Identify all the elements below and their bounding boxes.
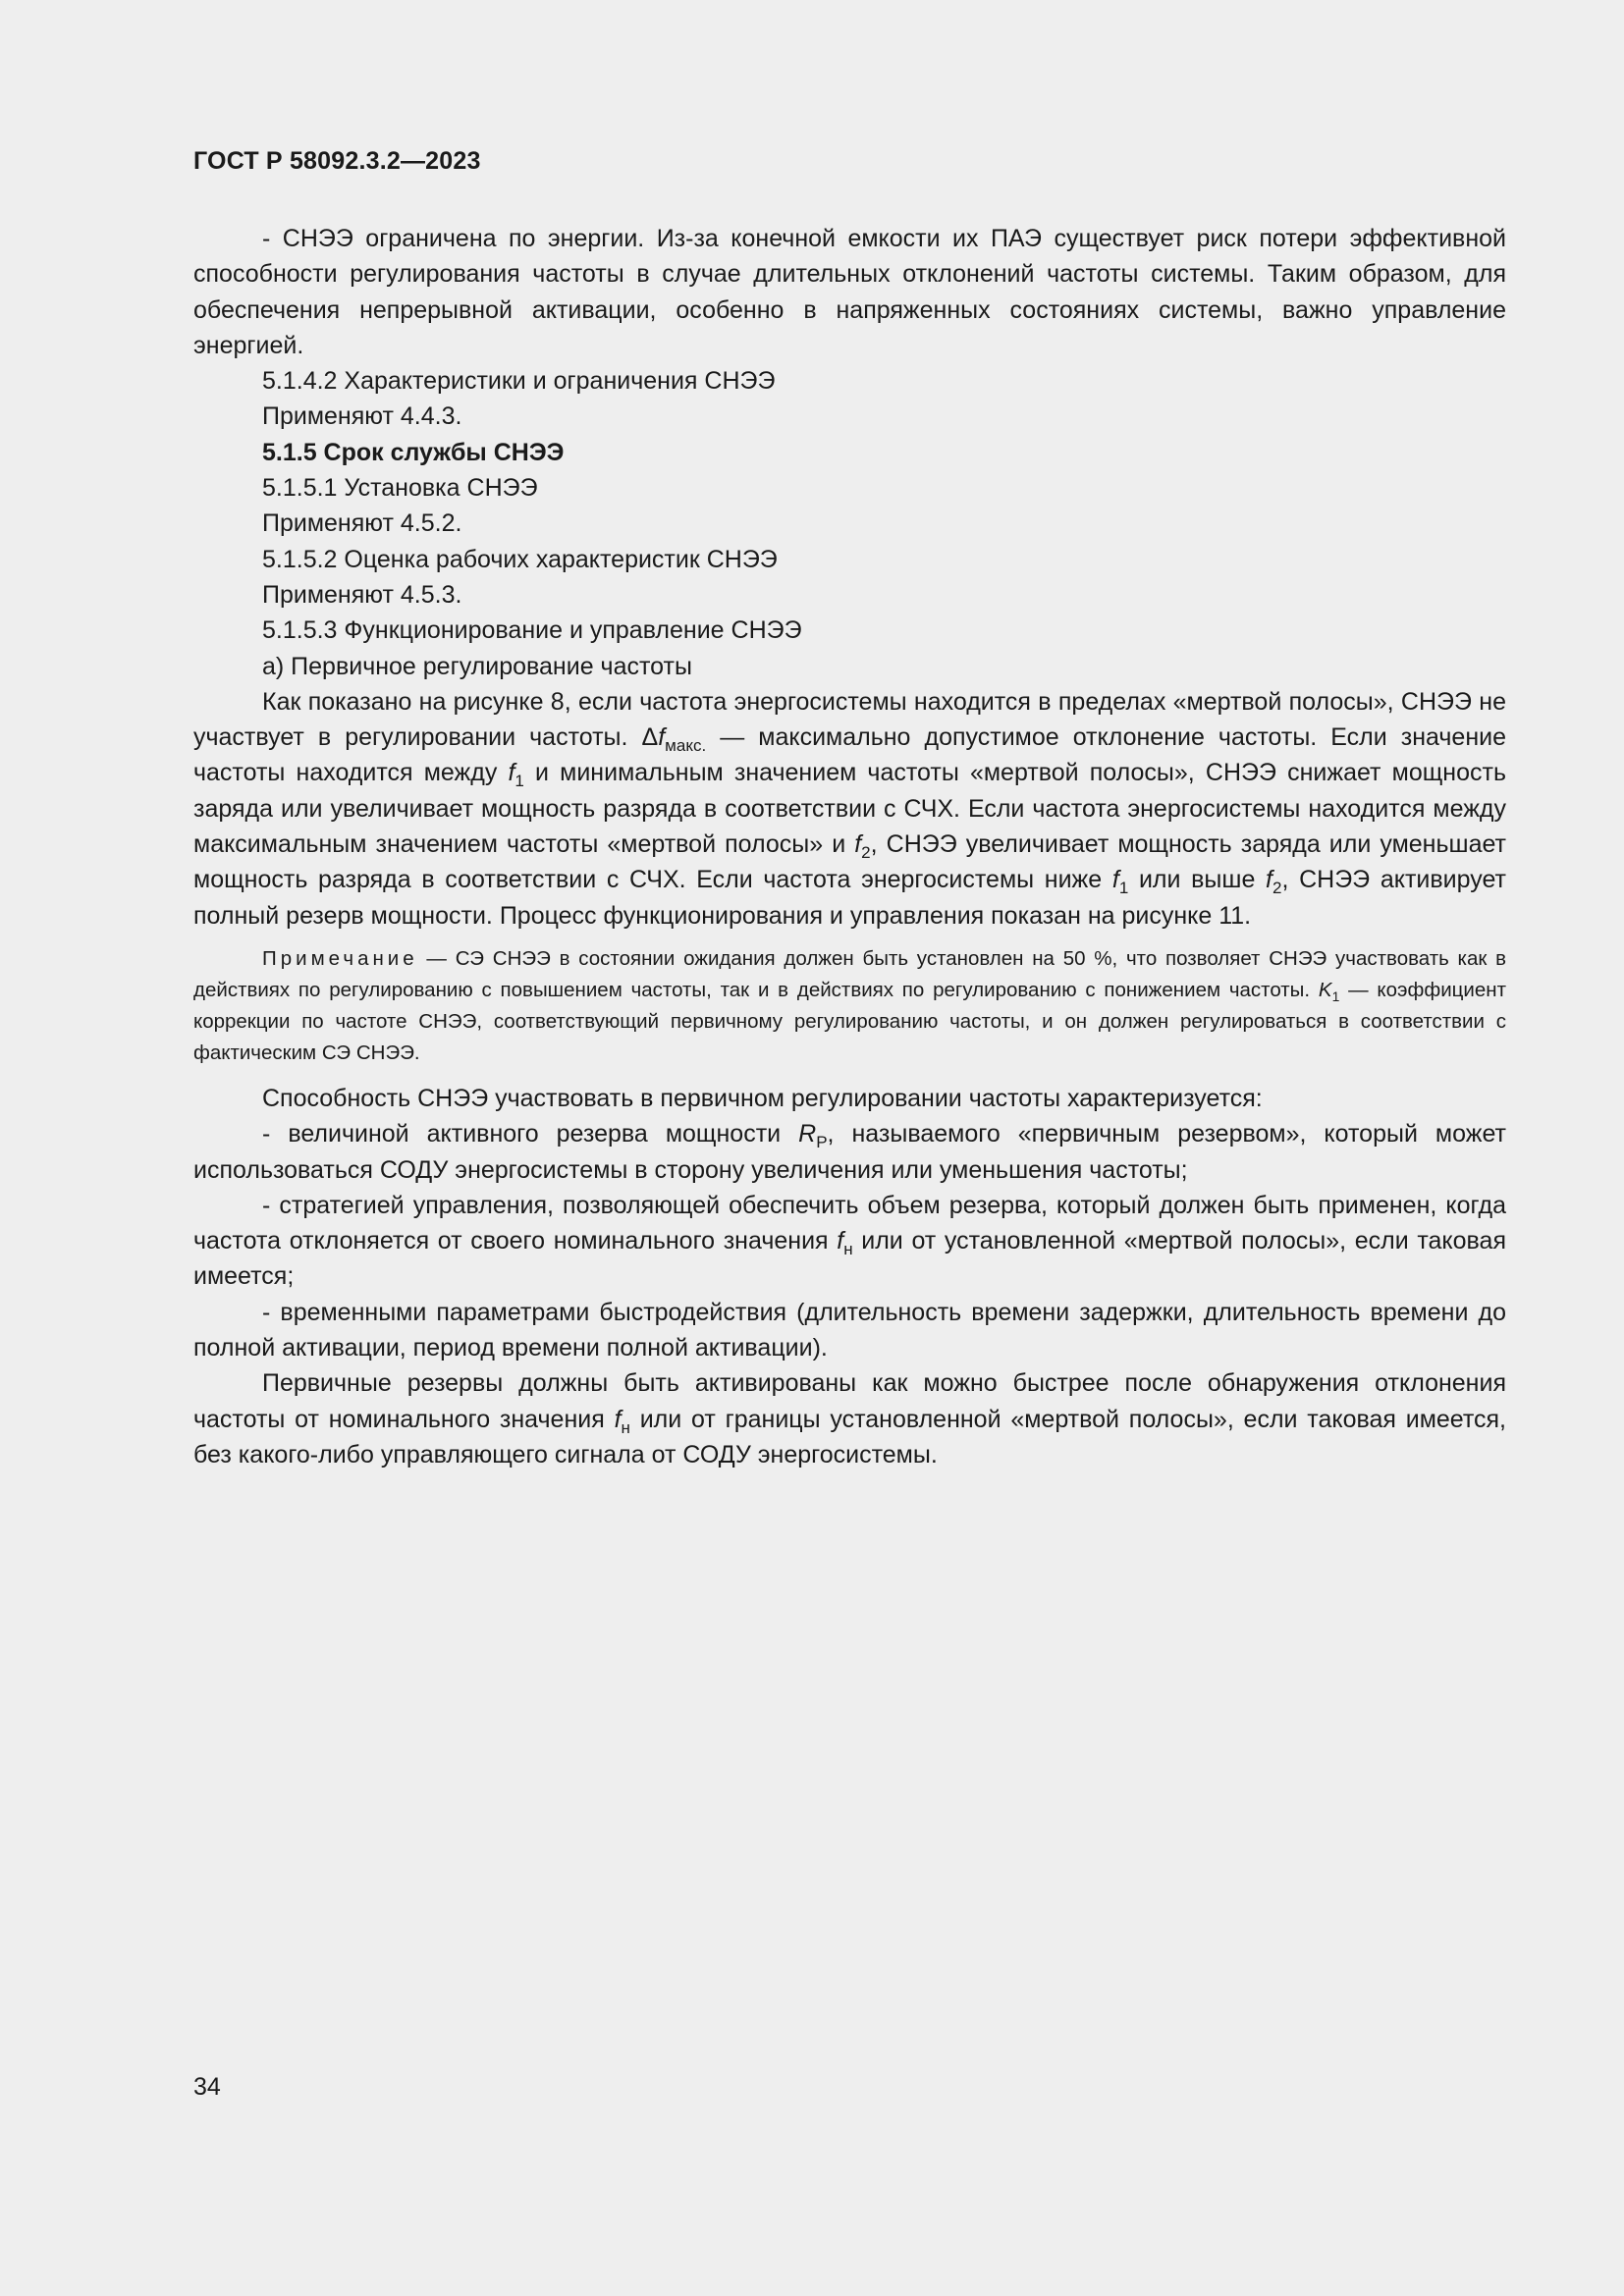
variable-f: f	[837, 1227, 844, 1255]
document-header: ГОСТ Р 58092.3.2—2023	[193, 147, 481, 175]
section-5-1-5-2-text: Применяют 4.5.3.	[262, 580, 462, 609]
section-5-1-5-title: 5.1.5 Срок службы СНЭЭ	[262, 438, 565, 466]
note-label: Примечание	[262, 946, 418, 970]
variable-k: K	[1318, 978, 1332, 1001]
list-item-reserve	[193, 1116, 1506, 1188]
text-run: или выше	[1128, 866, 1267, 894]
variable-f: f	[854, 830, 862, 859]
text-run: Первичные резервы должны быть активированы как можно быстрее после обнаружения отклонения частоты от номинального значения	[193, 1369, 1506, 1433]
text-run: - величиной активного резерва мощности	[262, 1120, 799, 1148]
variable-f: f	[658, 723, 666, 752]
subscript-n: н	[621, 1417, 630, 1437]
text-run: — СЭ СНЭЭ в состоянии ожидания должен быть установлен на 50 %, что позволяет СНЭЭ участвовать как в действиях по регулированию с повышением частоты, так и в действиях по регулированию с понижением частоты.	[193, 946, 1506, 1001]
subscript-2: 2	[1272, 879, 1282, 898]
text-run: или от границы установленной «мертвой полосы», если таковая имеется, без какого-либо управляющего сигнала от СОДУ энергосистемы.	[193, 1405, 1507, 1468]
paragraph-energy-limit: - СНЭЭ ограничена по энергии. Из-за конечной емкости их ПАЭ существует риск потери эффективной способности регулирования частоты в случае длительных отклонений частоты системы. Таким образом, для обеспечения непрерывной активации, особенно в напряженных состояниях системы, важно управление энергией.	[193, 225, 1506, 359]
text-run: и минимальным значением частоты «мертвой полосы», СНЭЭ снижает мощность заряда или увеличивает мощность разряда в соответствии с СЧХ. Если частота энергосистемы находится между максимальным значением частоты «мертвой полосы» и	[193, 759, 1506, 859]
text-run: — коэффициент коррекции по частоте СНЭЭ, соответствующий первичному регулированию частоты, и он должен регулироваться в соответствии с фактическим СЭ СНЭЭ.	[193, 978, 1506, 1064]
section-5-1-5-2-title: 5.1.5.2 Оценка рабочих характеристик СНЭЭ	[262, 545, 778, 573]
list-item-strategy	[193, 1188, 1506, 1295]
paragraph-figure-8	[193, 684, 1506, 934]
list-item-timing: - временными параметрами быстродействия (длительность времени задержки, длительность времени до полной активации, период времени полной активации).	[193, 1298, 1506, 1362]
subscript-max: макс.	[665, 736, 707, 756]
subscript-1: 1	[1331, 988, 1340, 1004]
paragraph-ability: Способность СНЭЭ участвовать в первичном регулировании частоты характеризуется:	[262, 1084, 1263, 1112]
variable-f: f	[1266, 866, 1272, 894]
subscript-n: н	[843, 1240, 853, 1259]
variable-f: f	[1111, 866, 1119, 894]
list-item-a: а) Первичное регулирование частоты	[262, 652, 692, 680]
variable-f: f	[614, 1405, 622, 1433]
section-5-1-5-3-title: 5.1.5.3 Функционирование и управление СНЭЭ	[262, 616, 802, 645]
text-run: или от установленной «мертвой полосы», если таковая имеется;	[193, 1227, 1506, 1291]
section-5-1-4-2-text: Применяют 4.4.3.	[262, 402, 462, 431]
subscript-2: 2	[861, 842, 871, 862]
text-run: , СНЭЭ увеличивает мощность заряда или уменьшает мощность разряда в соответствии с СЧХ. Если частота энергосистемы ниже	[193, 830, 1506, 894]
subscript-1: 1	[514, 772, 524, 791]
variable-r: R	[798, 1120, 817, 1148]
section-5-1-5-1-title: 5.1.5.1 Установка СНЭЭ	[262, 474, 538, 503]
text-run: - стратегией управления, позволяющей обеспечить объем резерва, который должен быть применен, когда частота отклоняется от своего номинального значения	[193, 1191, 1506, 1255]
paragraph-primary-reserves	[193, 1365, 1506, 1472]
subscript-p: P	[816, 1133, 828, 1152]
text-run: — максимально допустимое отклонение частоты. Если значение частоты находится между	[193, 723, 1506, 787]
delta-symbol: Δ	[641, 723, 659, 752]
text-run: Как показано на рисунке 8, если частота энергосистемы находится в пределах «мертвой полосы», СНЭЭ не участвует в регулировании частоты.	[193, 687, 1506, 752]
text-run: , называемого «первичным резервом», который может использоваться СОДУ энергосистемы в сторону увеличения или уменьшения частоты;	[193, 1120, 1506, 1184]
note-block	[193, 943, 1506, 1069]
subscript-1: 1	[1118, 879, 1129, 898]
variable-f: f	[508, 759, 515, 787]
section-5-1-4-2-title: 5.1.4.2 Характеристики и ограничения СНЭЭ	[262, 367, 776, 396]
text-run: , СНЭЭ активирует полный резерв мощности. Процесс функционирования и управления показан на рисунке 11.	[193, 866, 1506, 930]
document-body	[193, 221, 1506, 1472]
page-number: 34	[193, 2073, 221, 2101]
section-5-1-5-1-text: Применяют 4.5.2.	[262, 509, 462, 538]
